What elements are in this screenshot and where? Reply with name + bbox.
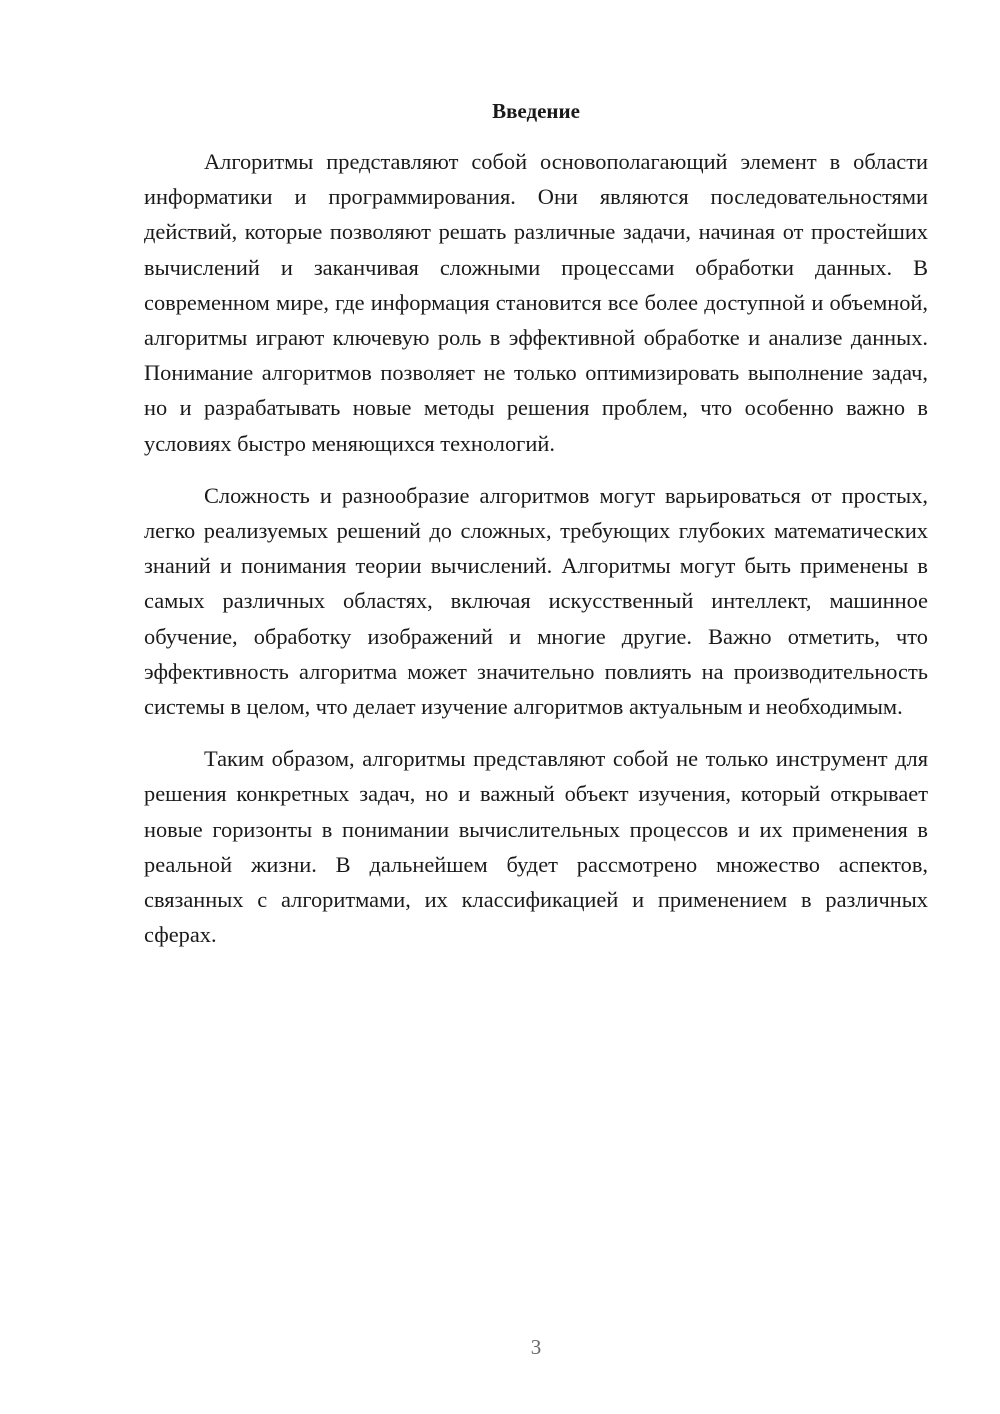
body-text — [144, 144, 928, 952]
paragraph-3: Таким образом, алгоритмы представляют собой не только инструмент для решения конкретных задач, но и важный объект изучения, который открывает новые горизонты в понимании вычислительных процессов и их применения в реальной жизни. В дальнейшем будет рассмотрено множество аспектов, связанных с алгоритмами, их классификацией и применением в различных сферах. — [144, 746, 928, 948]
paragraph-1: Алгоритмы представляют собой основополагающий элемент в области информатики и программирования. Они являются последовательностями действий, которые позволяют решать различные задачи, начиная от простейших вычислений и заканчивая сложными процессами обработки данных. В современном мире, где информация становится все более доступной и объемной, алгоритмы играют ключевую роль в эффективной обработке и анализе данных. Понимание алгоритмов позволяет не только оптимизировать выполнение задач, но и разрабатывать новые методы решения проблем, что особенно важно в условиях быстро меняющихся технологий. — [144, 149, 928, 456]
page-number: 3 — [530, 1335, 542, 1359]
paragraph-2: Сложность и разнообразие алгоритмов могут варьироваться от простых, легко реализуемых решений до сложных, требующих глубоких математических знаний и понимания теории вычислений. Алгоритмы могут быть применены в самых различных областях, включая искусственный интеллект, машинное обучение, обработку изображений и многие другие. Важно отметить, что эффективность алгоритма может значительно повлиять на производительность системы в целом, что делает изучение алгоритмов актуальным и необходимым. — [144, 482, 928, 720]
section-heading: Введение — [492, 99, 580, 123]
